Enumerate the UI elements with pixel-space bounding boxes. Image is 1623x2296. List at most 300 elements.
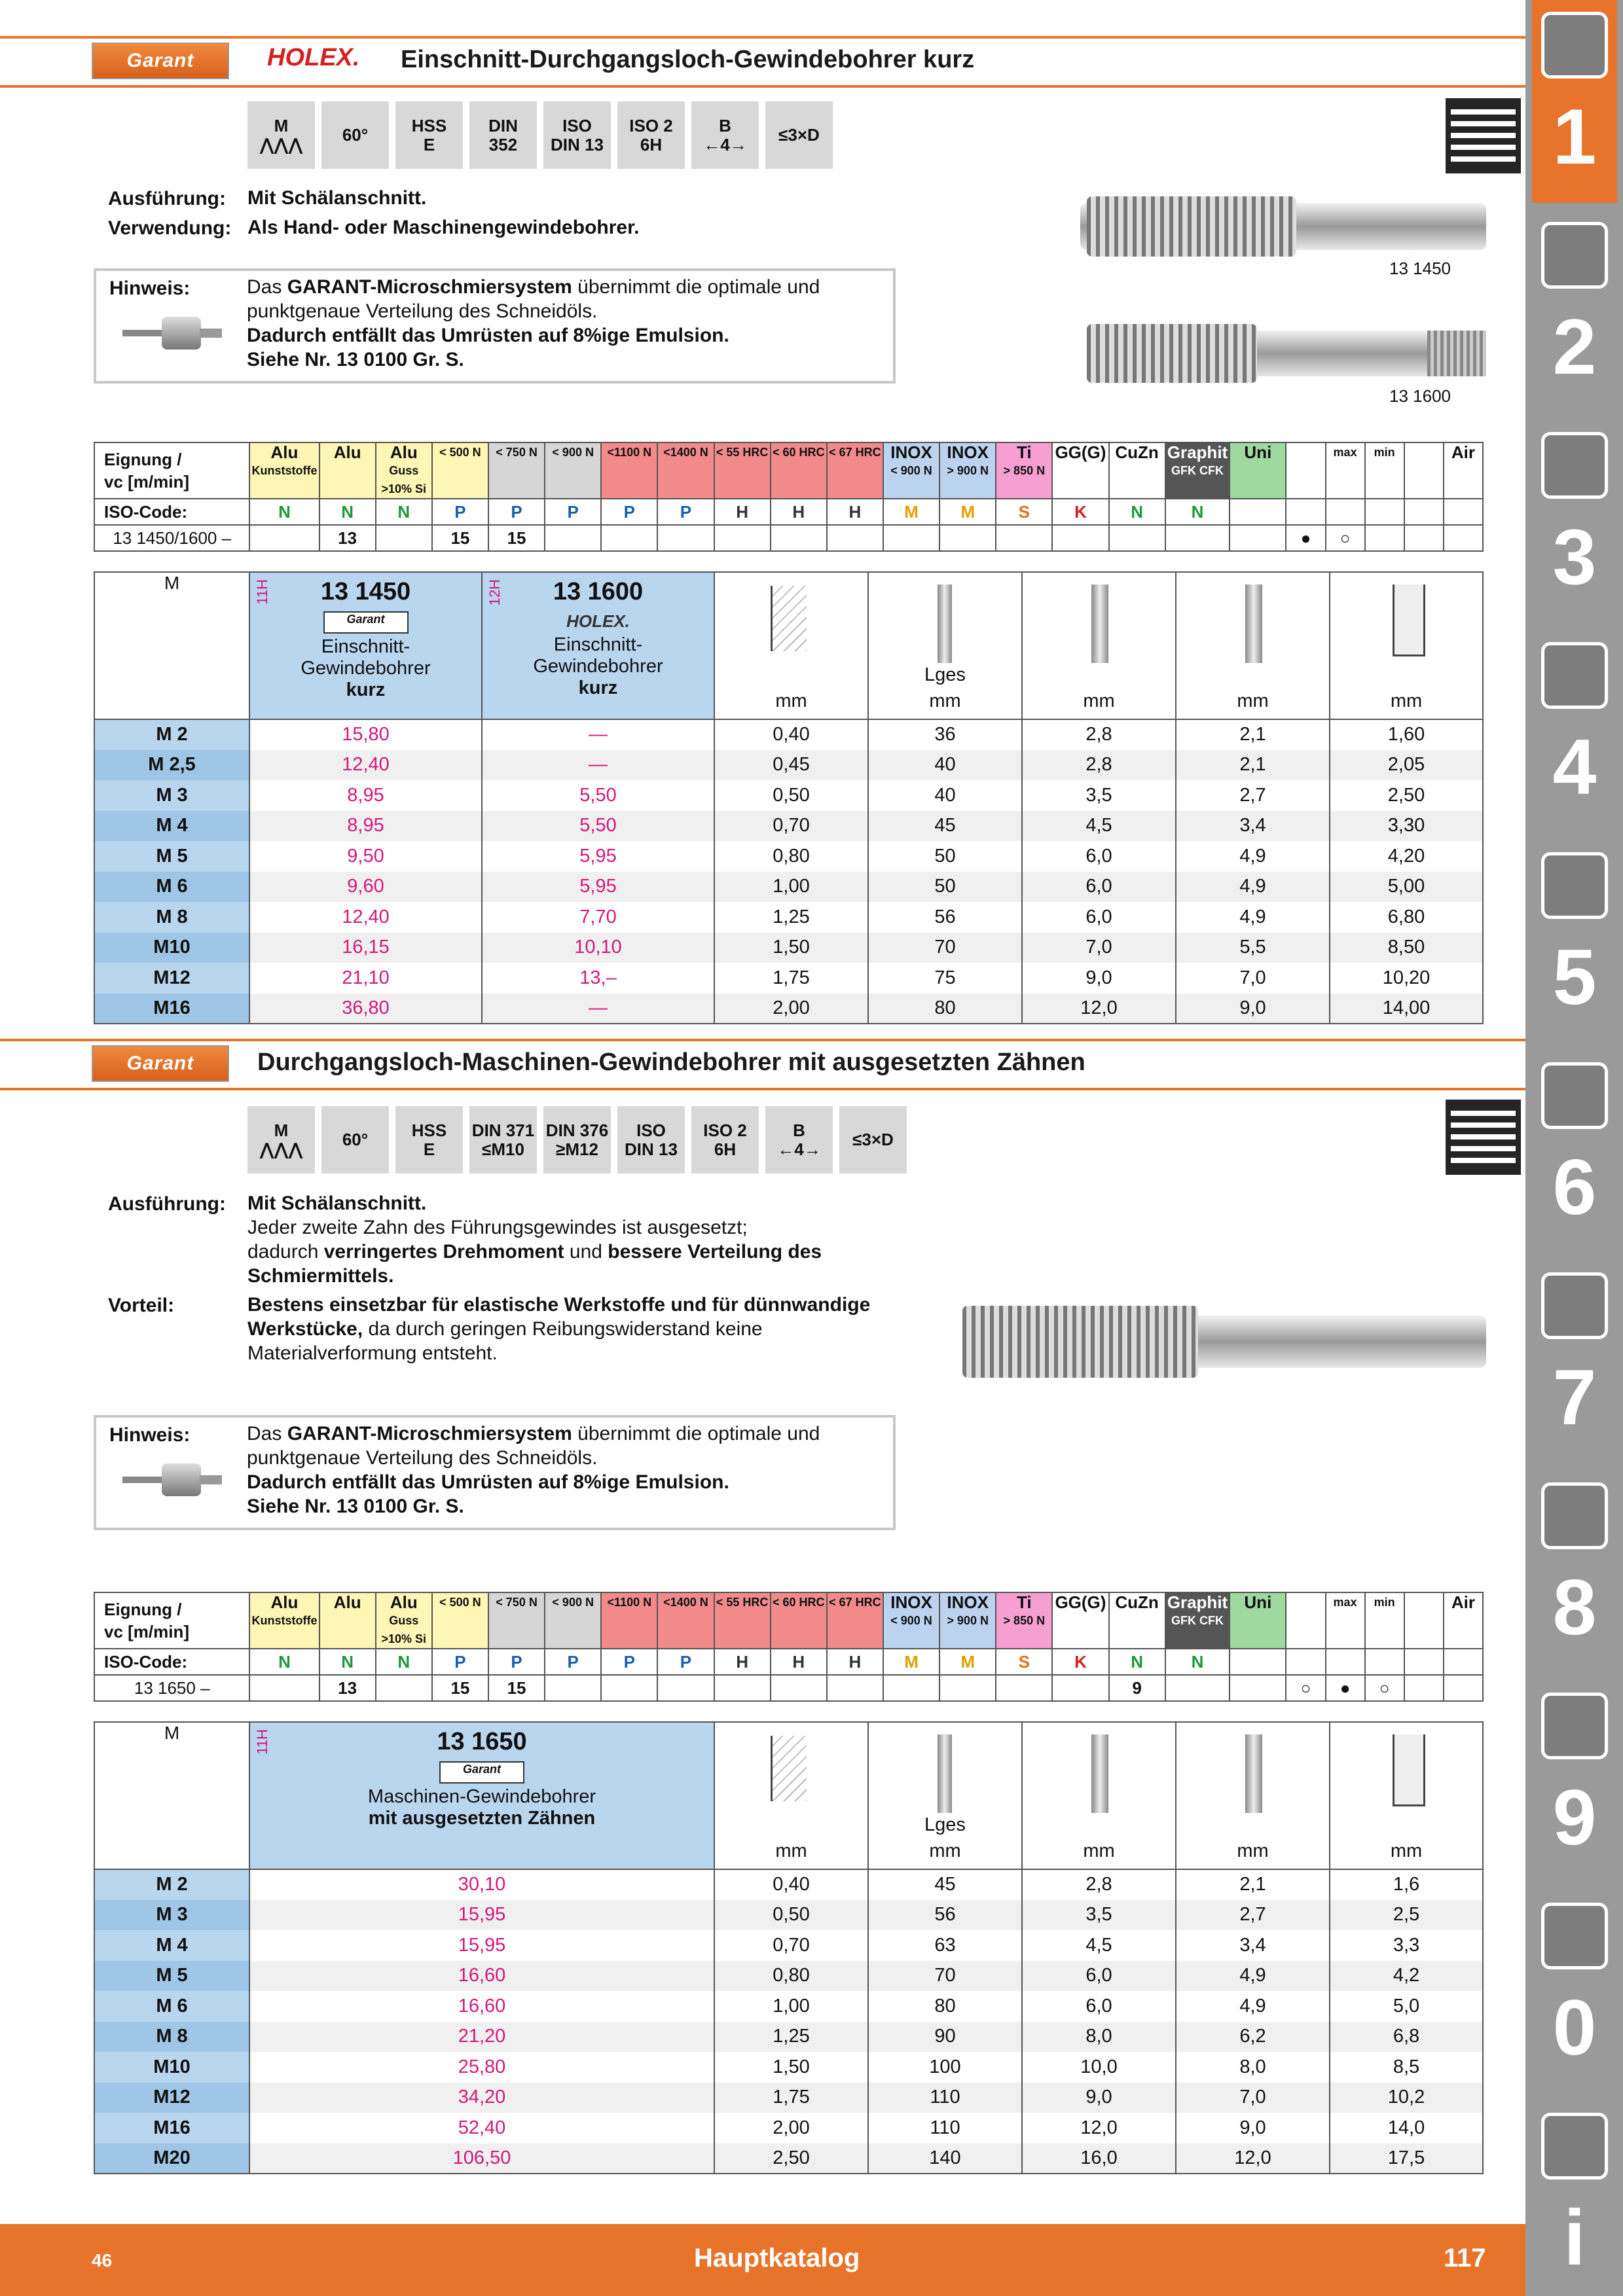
dimension-cell: 45 bbox=[868, 811, 1022, 842]
material-col-5: < 900 N bbox=[545, 442, 601, 499]
vc-value: 9 bbox=[1109, 1675, 1165, 1701]
property-icon-7 bbox=[765, 101, 833, 169]
thread-size: M12 bbox=[94, 963, 249, 994]
thread-size: M10 bbox=[94, 933, 249, 963]
dimension-cell: 2,8 bbox=[1022, 1869, 1176, 1900]
material-col-22: Air bbox=[1444, 442, 1483, 499]
vc-value bbox=[376, 1675, 432, 1701]
product-table-1 bbox=[94, 571, 1484, 1024]
chapter-icon bbox=[1541, 222, 1608, 289]
coolant-marker: ○ bbox=[1286, 1675, 1325, 1701]
material-col-19: max bbox=[1326, 1592, 1365, 1649]
dimension-cell: 100 bbox=[868, 2052, 1022, 2083]
thread-size: M20 bbox=[94, 2144, 249, 2174]
chapter-icon bbox=[1541, 1482, 1608, 1549]
icon-bottom: DIN 13 bbox=[625, 1139, 678, 1159]
vorteil-label: Vorteil: bbox=[108, 1295, 175, 1316]
dimension-cell: 9,0 bbox=[1022, 963, 1176, 994]
dimension-cell: 4,5 bbox=[1022, 811, 1176, 842]
price-cell[interactable]: 12,40 bbox=[249, 750, 482, 781]
dimension-cell: 75 bbox=[868, 963, 1022, 994]
material-col-0: Alu Kunststoffe bbox=[249, 1592, 319, 1649]
iso-code-label: ISO-Code: bbox=[94, 1649, 249, 1675]
dimension-cell: 9,0 bbox=[1022, 2083, 1176, 2113]
price-cell[interactable]: — bbox=[482, 750, 714, 781]
thread-size: M 4 bbox=[94, 811, 249, 842]
price-cell[interactable]: 106,50 bbox=[249, 2144, 714, 2174]
material-col-9: < 60 HRC bbox=[771, 1592, 827, 1649]
icon-top: B bbox=[793, 1120, 805, 1140]
unit-label: mm bbox=[1390, 691, 1423, 711]
price-cell[interactable]: 5,50 bbox=[482, 780, 714, 811]
iso-code-label: ISO-Code: bbox=[94, 499, 249, 525]
property-icon-6 bbox=[691, 1106, 759, 1174]
thread-size: M 4 bbox=[94, 1930, 249, 1961]
icon-bottom: DIN 13 bbox=[551, 134, 604, 154]
dimension-cell: 4,9 bbox=[1176, 902, 1330, 933]
hinweis-line3: Dadurch entfällt das Umrüsten auf 8%ige Emulsion. bbox=[247, 1471, 729, 1493]
table-row bbox=[94, 719, 1483, 750]
dimension-cell: 3,5 bbox=[1022, 1900, 1176, 1931]
dimension-cell: 4,9 bbox=[1176, 841, 1330, 872]
vc-value bbox=[601, 525, 657, 551]
dimension-cell: 4,9 bbox=[1176, 872, 1330, 903]
price-cell[interactable]: 5,95 bbox=[482, 872, 714, 903]
material-col-11: INOX < 900 N bbox=[883, 442, 939, 499]
coolant-marker: ● bbox=[1286, 525, 1325, 551]
table-row bbox=[94, 1991, 1483, 2022]
dimension-cell: 4,2 bbox=[1330, 1961, 1483, 1992]
dimension-cell: 2,1 bbox=[1176, 750, 1330, 781]
property-icon-0 bbox=[247, 1106, 315, 1174]
price-cell[interactable]: 30,10 bbox=[249, 1869, 714, 1900]
section2-bottom-rule bbox=[0, 1088, 1525, 1090]
chapter-tab-7[interactable] bbox=[1532, 1261, 1617, 1463]
shank-diameter-icon bbox=[1091, 1734, 1108, 1813]
ausfuehrung-label: Ausführung: bbox=[108, 188, 226, 209]
property-icon-7 bbox=[765, 1106, 833, 1174]
material-col-2: Alu Guss >10% Si bbox=[376, 1592, 432, 1649]
article-number: 13 1600 bbox=[553, 578, 644, 605]
iso-code-9: H bbox=[771, 499, 827, 525]
hinweis-line1: Das GARANT-Microschmiersystem übernimmt die optimale und bbox=[247, 276, 820, 298]
dimension-cell: 6,0 bbox=[1022, 1991, 1176, 2022]
chapter-number: 2 bbox=[1552, 303, 1597, 391]
price-cell[interactable]: 21,20 bbox=[249, 2022, 714, 2053]
length-col-header bbox=[868, 572, 1022, 719]
dimension-cell: 0,45 bbox=[714, 750, 868, 781]
chapter-tab-9[interactable] bbox=[1532, 1681, 1617, 1884]
vc-value bbox=[601, 1675, 657, 1701]
chapter-icon bbox=[1541, 642, 1608, 709]
dimension-cell: 16,0 bbox=[1022, 2144, 1176, 2174]
tolerance-label: 12H bbox=[486, 579, 503, 606]
product-desc-3: mit ausgesetzten Zähnen bbox=[368, 1808, 596, 1829]
coolant-marker bbox=[1404, 1675, 1444, 1701]
icon-top: DIN 376 bbox=[545, 1120, 609, 1140]
hinweis-line2: punktgenaue Verteilung des Schneidöls. bbox=[247, 1447, 598, 1469]
table-row bbox=[94, 933, 1483, 963]
dimension-cell: 36 bbox=[868, 719, 1022, 750]
dimension-cell: 6,0 bbox=[1022, 841, 1176, 872]
material-col-2: Alu Guss >10% Si bbox=[376, 442, 432, 499]
material-col-21 bbox=[1404, 442, 1444, 499]
dimension-cell: 0,40 bbox=[714, 719, 868, 750]
dimension-cell: 1,00 bbox=[714, 1991, 868, 2022]
property-icon-1 bbox=[321, 1106, 389, 1174]
price-cell[interactable]: 9,50 bbox=[249, 841, 482, 872]
chapter-tab-2[interactable] bbox=[1532, 210, 1617, 413]
property-icon-3 bbox=[469, 1106, 537, 1174]
iso-code-8: H bbox=[714, 499, 771, 525]
price-cell[interactable]: 5,50 bbox=[482, 811, 714, 842]
dimension-cell: 1,00 bbox=[714, 872, 868, 903]
lges-label: Lges bbox=[924, 664, 966, 685]
price-cell[interactable]: 10,10 bbox=[482, 933, 714, 963]
cool-empty bbox=[1286, 499, 1325, 525]
product-col-131450 bbox=[249, 572, 482, 719]
material-col-20: min bbox=[1365, 442, 1404, 499]
iso-code-3: P bbox=[432, 499, 488, 525]
vc-value bbox=[883, 1675, 939, 1701]
price-cell[interactable]: 52,40 bbox=[249, 2113, 714, 2144]
dimension-cell: 110 bbox=[868, 2113, 1022, 2144]
material-col-20: min bbox=[1365, 1592, 1404, 1649]
product-col-131650 bbox=[249, 1722, 714, 1869]
vc-value bbox=[545, 525, 601, 551]
icon-bottom: ⋀⋀⋀ bbox=[259, 134, 303, 154]
iso-code-4: P bbox=[488, 499, 545, 525]
price-cell[interactable]: 15,95 bbox=[249, 1900, 714, 1931]
iso-code-16: N bbox=[1165, 499, 1230, 525]
cool-empty bbox=[1365, 499, 1404, 525]
material-col-9: < 60 HRC bbox=[771, 442, 827, 499]
coolant-marker bbox=[1404, 525, 1444, 551]
chapter-icon bbox=[1541, 432, 1608, 499]
iso-code-14: K bbox=[1052, 1649, 1108, 1675]
dimension-cell: 2,50 bbox=[714, 2144, 868, 2174]
dimension-cell: 4,9 bbox=[1176, 1961, 1330, 1992]
core-drill-icon bbox=[1393, 584, 1425, 656]
vc-value: 15 bbox=[488, 525, 545, 551]
chapter-number: i bbox=[1563, 2194, 1586, 2282]
price-cell[interactable]: 8,95 bbox=[249, 811, 482, 842]
thread-size: M 3 bbox=[94, 1900, 249, 1931]
iso-code-7: P bbox=[657, 1649, 714, 1675]
thread-size: M 2 bbox=[94, 1869, 249, 1900]
property-icon-4 bbox=[543, 101, 611, 169]
dimension-cell: 3,4 bbox=[1176, 1930, 1330, 1961]
iso-code-6: P bbox=[601, 1649, 657, 1675]
price-cell[interactable]: 5,95 bbox=[482, 841, 714, 872]
hinweis-line4: Siehe Nr. 13 0100 Gr. S. bbox=[247, 1496, 464, 1517]
cool-empty bbox=[1444, 1649, 1483, 1675]
dimension-cell: 110 bbox=[868, 2083, 1022, 2113]
product-desc-2: Gewindebohrer bbox=[533, 656, 663, 677]
dimension-cell: 9,0 bbox=[1176, 994, 1330, 1024]
property-icon-3 bbox=[469, 101, 537, 169]
price-cell[interactable]: 21,10 bbox=[249, 963, 482, 994]
dimension-cell: 7,0 bbox=[1176, 963, 1330, 994]
total-length-icon bbox=[938, 1734, 952, 1813]
iso-code-10: H bbox=[827, 499, 883, 525]
iso-code-11: M bbox=[883, 1649, 939, 1675]
thread-size: M 6 bbox=[94, 1991, 249, 2022]
icon-top: ISO 2 bbox=[703, 1120, 747, 1140]
cool-empty bbox=[1444, 499, 1483, 525]
thread-size: M16 bbox=[94, 2113, 249, 2144]
chapter-number: 4 bbox=[1552, 723, 1597, 811]
chapter-tab-8[interactable] bbox=[1532, 1471, 1617, 1674]
tolerance-label: 11H bbox=[254, 579, 270, 605]
dimension-cell: 3,30 bbox=[1330, 811, 1483, 842]
material-col-16: Graphit GFK CFK bbox=[1165, 442, 1230, 499]
vc-value bbox=[714, 1675, 771, 1701]
product-desc-3: kurz bbox=[346, 679, 386, 700]
dimension-cell: 5,0 bbox=[1330, 1991, 1483, 2022]
lges-label: Lges bbox=[924, 1814, 966, 1835]
vc-value bbox=[1230, 1675, 1286, 1701]
thread-size: M 8 bbox=[94, 2022, 249, 2053]
dimension-cell: 17,5 bbox=[1330, 2144, 1483, 2174]
thread-size: M16 bbox=[94, 994, 249, 1024]
dimension-cell: 10,2 bbox=[1330, 2083, 1483, 2113]
product-col-131600 bbox=[482, 572, 714, 719]
dimension-cell: 8,0 bbox=[1022, 2022, 1176, 2053]
material-col-18 bbox=[1286, 442, 1325, 499]
icon-top: 60° bbox=[342, 1130, 369, 1150]
dimension-cell: 40 bbox=[868, 750, 1022, 781]
iso-code-11: M bbox=[883, 499, 939, 525]
price-cell[interactable]: 9,60 bbox=[249, 872, 482, 903]
cool-empty bbox=[1365, 1649, 1404, 1675]
unit-label: mm bbox=[1237, 1840, 1269, 1861]
table-row bbox=[94, 750, 1483, 781]
table-row bbox=[94, 902, 1483, 933]
thread-size: M10 bbox=[94, 2052, 249, 2083]
price-cell[interactable]: — bbox=[482, 719, 714, 750]
icon-top: M bbox=[274, 115, 289, 135]
table-row bbox=[94, 994, 1483, 1024]
section1-property-icons bbox=[247, 101, 833, 169]
table-row bbox=[94, 1961, 1483, 1992]
dimension-cell: 7,0 bbox=[1022, 933, 1176, 963]
vc-value bbox=[771, 1675, 827, 1701]
shank-diameter-icon bbox=[1091, 584, 1108, 663]
icon-bottom: ≤3×D bbox=[852, 1130, 894, 1150]
cool-empty bbox=[1326, 1649, 1365, 1675]
dimension-cell: 14,00 bbox=[1330, 994, 1483, 1024]
vc-value bbox=[545, 1675, 601, 1701]
icon-bottom: 352 bbox=[488, 134, 518, 154]
iso-code-12: M bbox=[939, 1649, 996, 1675]
dimension-cell: 1,25 bbox=[714, 902, 868, 933]
dimension-cell: 56 bbox=[868, 1900, 1022, 1931]
dimension-cell: 1,6 bbox=[1330, 1869, 1483, 1900]
vc-value bbox=[771, 525, 827, 551]
vc-value bbox=[714, 525, 771, 551]
dimension-cell: 80 bbox=[868, 994, 1022, 1024]
icon-top: ISO bbox=[562, 115, 592, 135]
chapter-tab-6[interactable] bbox=[1532, 1050, 1617, 1253]
page-number-left: 46 bbox=[92, 2250, 113, 2270]
price-cell[interactable]: 16,60 bbox=[249, 1991, 714, 2022]
iso-code-4: P bbox=[488, 1649, 545, 1675]
material-col-17: Uni bbox=[1230, 442, 1286, 499]
unit-label: mm bbox=[929, 691, 961, 711]
table-row bbox=[94, 1900, 1483, 1931]
vc-value bbox=[1052, 1675, 1108, 1701]
section2-title: Durchgangsloch-Maschinen-Gewindebohrer mit ausgesetzten Zähnen bbox=[257, 1049, 1085, 1076]
dimension-cell: 56 bbox=[868, 902, 1022, 933]
material-col-6: <1100 N bbox=[601, 442, 657, 499]
chapter-icon bbox=[1541, 2113, 1608, 2179]
qr-code-icon[interactable] bbox=[1446, 1100, 1521, 1175]
price-cell[interactable]: — bbox=[482, 994, 714, 1024]
chapter-number: 1 bbox=[1552, 93, 1597, 181]
microschmiersystem-icon bbox=[122, 310, 221, 356]
material-col-12: INOX > 900 N bbox=[939, 1592, 996, 1649]
eignung-label: Eignung / vc [m/min] bbox=[94, 442, 249, 499]
chapter-tab-i[interactable] bbox=[1532, 2101, 1617, 2296]
iso-code-12: M bbox=[939, 499, 996, 525]
dimension-cell: 2,8 bbox=[1022, 750, 1176, 781]
iso-code-14: K bbox=[1052, 499, 1108, 525]
property-icon-2 bbox=[395, 1106, 463, 1174]
price-cell[interactable]: 12,40 bbox=[249, 902, 482, 933]
dimension-cell: 2,50 bbox=[1330, 780, 1483, 811]
material-col-14: GG(G) bbox=[1052, 442, 1108, 499]
pitch-col-header bbox=[714, 572, 868, 719]
dimension-cell: 4,9 bbox=[1176, 1991, 1330, 2022]
table-row bbox=[94, 2113, 1483, 2144]
core-drill-icon bbox=[1393, 1734, 1425, 1806]
chapter-icon bbox=[1541, 1062, 1608, 1129]
footer-bar bbox=[0, 2224, 1525, 2296]
cool-empty bbox=[1404, 499, 1444, 525]
iso-code-5: P bbox=[545, 1649, 601, 1675]
chapter-icon bbox=[1541, 12, 1608, 79]
dimension-cell: 1,50 bbox=[714, 2052, 868, 2083]
table-row bbox=[94, 780, 1483, 811]
microschmiersystem-icon bbox=[122, 1457, 221, 1503]
chapter-tab-3[interactable] bbox=[1532, 420, 1617, 623]
iso-code-1: N bbox=[319, 499, 376, 525]
price-cell[interactable]: 34,20 bbox=[249, 2083, 714, 2113]
icon-bottom: ≤3×D bbox=[778, 125, 820, 145]
ausfuehrung-text: Mit Schälanschnitt. bbox=[247, 187, 427, 209]
dimension-cell: 4,5 bbox=[1022, 1930, 1176, 1961]
hinweis-box bbox=[94, 1415, 896, 1530]
holex-logo: HOLEX. bbox=[267, 44, 360, 71]
price-cell[interactable]: 8,95 bbox=[249, 780, 482, 811]
shank-col-header bbox=[1022, 1722, 1176, 1869]
product-desc-2: Gewindebohrer bbox=[301, 658, 431, 679]
material-col-1: Alu bbox=[319, 442, 376, 499]
total-length-icon bbox=[938, 584, 952, 663]
icon-top: ISO 2 bbox=[629, 115, 673, 135]
dimension-cell: 3,5 bbox=[1022, 780, 1176, 811]
ausfuehrung-line2: Jeder zweite Zahn des Führungsgewindes ist ausgesetzt; bbox=[247, 1217, 748, 1238]
price-cell[interactable]: 25,80 bbox=[249, 2052, 714, 2083]
thread-size: M 8 bbox=[94, 902, 249, 933]
iso-code-10: H bbox=[827, 1649, 883, 1675]
ausfuehrung-text: Mit Schälanschnitt. bbox=[247, 1193, 427, 1214]
dimension-cell: 10,20 bbox=[1330, 963, 1483, 994]
dimension-cell: 2,05 bbox=[1330, 750, 1483, 781]
dimension-cell: 2,5 bbox=[1330, 1900, 1483, 1931]
tolerance-label: 11H bbox=[254, 1729, 270, 1755]
chapter-tab-1[interactable] bbox=[1532, 0, 1617, 203]
iso-code-17 bbox=[1230, 499, 1286, 525]
vc-value bbox=[249, 525, 319, 551]
unit-label: mm bbox=[1083, 1840, 1115, 1861]
chapter-tab-5[interactable] bbox=[1532, 840, 1617, 1043]
dimension-cell: 1,60 bbox=[1330, 719, 1483, 750]
eignung-table-2 bbox=[94, 1592, 1484, 1702]
iso-code-3: P bbox=[432, 1649, 488, 1675]
material-col-7: <1400 N bbox=[657, 442, 714, 499]
material-col-11: INOX < 900 N bbox=[883, 1592, 939, 1649]
price-cell[interactable]: 7,70 bbox=[482, 902, 714, 933]
length-col-header bbox=[868, 1722, 1022, 1869]
price-cell[interactable]: 15,80 bbox=[249, 719, 482, 750]
price-cell[interactable]: 16,15 bbox=[249, 933, 482, 963]
dimension-cell: 7,0 bbox=[1176, 2083, 1330, 2113]
icon-bottom: 6H bbox=[640, 134, 663, 154]
coolant-marker: ○ bbox=[1365, 1675, 1404, 1701]
coolant-marker bbox=[1444, 525, 1483, 551]
price-cell[interactable]: 16,60 bbox=[249, 1961, 714, 1992]
vc-value bbox=[996, 1675, 1052, 1701]
ausfuehrung-line3: dadurch verringertes Drehmoment und bessere Verteilung des bbox=[247, 1241, 822, 1263]
section1-top-rule bbox=[0, 36, 1525, 39]
dimension-cell: 90 bbox=[868, 2022, 1022, 2053]
material-col-13: Ti > 850 N bbox=[996, 1592, 1052, 1649]
price-cell[interactable]: 15,95 bbox=[249, 1930, 714, 1961]
hinweis-label: Hinweis: bbox=[109, 278, 191, 299]
price-cell[interactable]: 13,– bbox=[482, 963, 714, 994]
dimension-cell: 70 bbox=[868, 1961, 1022, 1992]
chapter-number: 0 bbox=[1552, 1984, 1597, 2072]
article-number: 13 1450 bbox=[320, 578, 411, 605]
chapter-tab-0[interactable] bbox=[1532, 1891, 1617, 2094]
article-number: 13 1650 bbox=[437, 1728, 527, 1755]
qr-code-icon[interactable] bbox=[1446, 98, 1521, 173]
icon-bottom: E bbox=[423, 134, 435, 154]
iso-code-0: N bbox=[249, 499, 319, 525]
chapter-icon bbox=[1541, 852, 1608, 919]
iso-code-2: N bbox=[376, 1649, 432, 1675]
dimension-cell: 0,80 bbox=[714, 841, 868, 872]
iso-code-5: P bbox=[545, 499, 601, 525]
material-col-4: < 750 N bbox=[488, 1592, 545, 1649]
iso-code-1: N bbox=[319, 1649, 376, 1675]
dimension-cell: 8,5 bbox=[1330, 2052, 1483, 2083]
material-col-3: < 500 N bbox=[432, 442, 488, 499]
product-desc-3: kurz bbox=[578, 677, 618, 698]
icon-top: DIN 371 bbox=[471, 1120, 535, 1140]
coolant-marker bbox=[1365, 525, 1404, 551]
vc-value: 13 bbox=[319, 1675, 376, 1701]
dimension-cell: 6,8 bbox=[1330, 2022, 1483, 2053]
price-cell[interactable]: 36,80 bbox=[249, 994, 482, 1024]
dimension-cell: 6,80 bbox=[1330, 902, 1483, 933]
dimension-cell: 2,7 bbox=[1176, 780, 1330, 811]
square-col-header bbox=[1176, 1722, 1330, 1869]
chapter-tab-4[interactable] bbox=[1532, 630, 1617, 833]
unit-label: mm bbox=[1390, 1840, 1423, 1861]
